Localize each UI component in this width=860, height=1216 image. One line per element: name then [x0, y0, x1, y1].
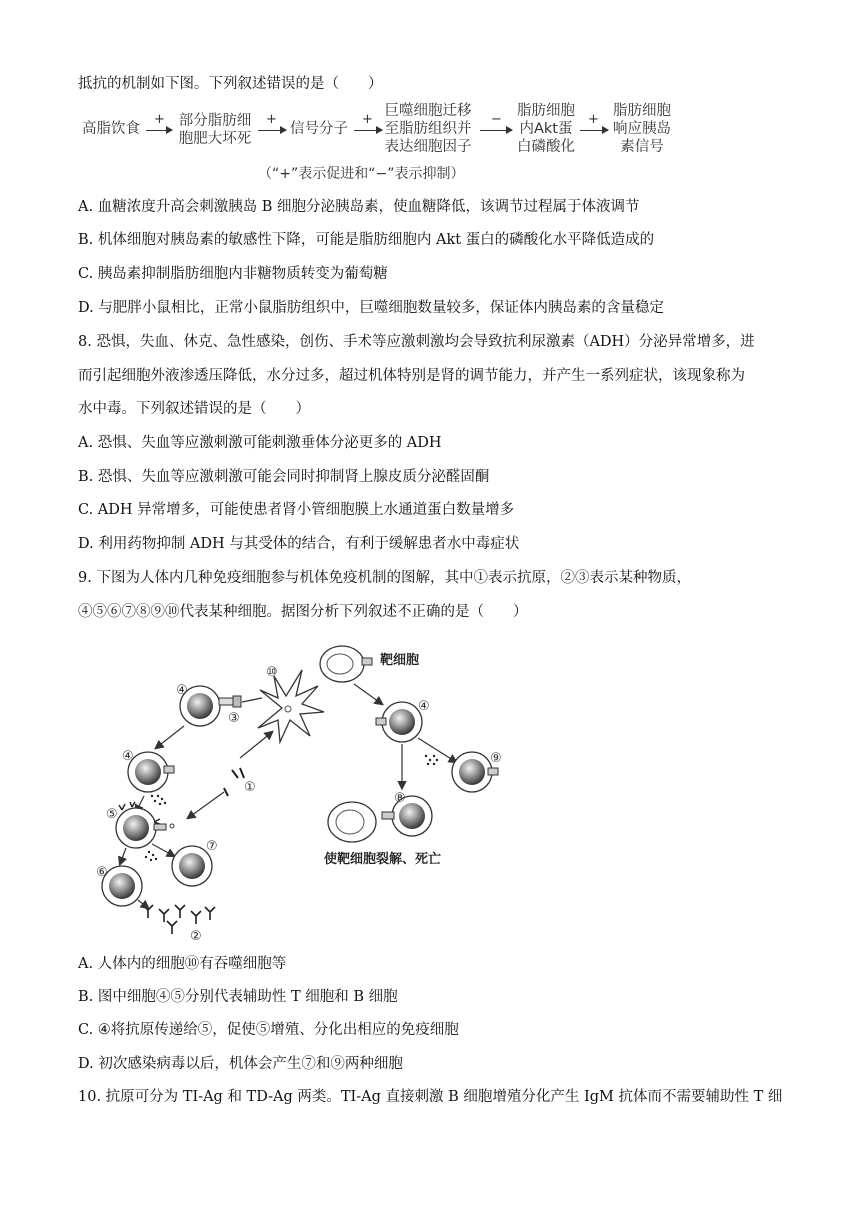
target-lysis-label: 使靶细胞裂解、死亡 [324, 852, 442, 867]
q7-option-b: B. 机体细胞对胰岛素的敏感性下降，可能是脂肪细胞内 Akt 蛋白的磷酸化水平降低造成的 [78, 232, 655, 248]
q8-option-a: A. 恐惧、失血等应激刺激可能刺激垂体分泌更多的 ADH [78, 435, 442, 451]
marker-4-right: ④ [418, 699, 430, 714]
flow-node-high-fat-diet: 高脂饮食 [82, 121, 140, 137]
question-intro: 抵抗的机制如下图。下列叙述错误的是（ ） [78, 76, 383, 92]
immune-mechanism-figure [92, 638, 512, 944]
target-cell-label: 靶细胞 [380, 653, 420, 668]
marker-4-top: ④ [176, 683, 188, 698]
marker-1: ① [244, 780, 256, 795]
flow-node-akt-phosphorylation: 脂肪细胞 内Akt蛋 白磷酸化 [517, 103, 575, 155]
flow-arrow [258, 130, 286, 131]
flow-sign: + [362, 112, 373, 127]
marker-8: ⑧ [394, 791, 406, 806]
flow-node-adipocyte-necrosis: 部分脂肪细 胞肥大坏死 [178, 113, 252, 147]
q8-stem-line-1: 8. 恐惧，失血、休克、急性感染，创伤、手术等应激刺激均会导致抗利尿激素（ADH）分泌异常增多，进 [78, 334, 755, 350]
flow-arrow [146, 130, 172, 131]
q9-option-b: B. 图中细胞④⑤分别代表辅助性 T 细胞和 B 细胞 [78, 989, 398, 1005]
q8-option-d: D. 利用药物抑制 ADH 与其受体的结合，有利于缓解患者水中毒症状 [78, 536, 520, 552]
q9-stem-line-1: 9. 下图为人体内几种免疫细胞参与机体免疫机制的图解，其中①表示抗原，②③表示某种物质， [78, 570, 691, 586]
q8-option-c: C. ADH 异常增多，可能使患者肾小管细胞膜上水通道蛋白数量增多 [78, 502, 515, 518]
cell-8 [382, 796, 432, 836]
target-cell-lysis [328, 802, 376, 842]
q7-option-d: D. 与肥胖小鼠相比，正常小鼠脂肪组织中，巨噬细胞数量较多，保证体内胰岛素的含量稳定 [78, 300, 664, 316]
marker-6: ⑥ [96, 865, 108, 880]
marker-2: ② [190, 929, 202, 944]
antigen-1 [224, 768, 244, 796]
marker-5: ⑤ [106, 807, 118, 822]
flow-sign: − [491, 112, 502, 127]
cell-4-right [376, 702, 422, 742]
cell-6 [102, 866, 142, 906]
antibodies-2 [143, 905, 215, 934]
flow-arrow [480, 130, 512, 131]
q9-stem-line-2: ④⑤⑥⑦⑧⑨⑩代表某种细胞。据图分析下列叙述不正确的是（ ） [78, 604, 528, 620]
flow-legend: （“+”表示促进和“−”表示抑制） [258, 166, 465, 182]
q7-option-c: C. 胰岛素抑制脂肪细胞内非糖物质转变为葡萄糖 [78, 266, 388, 282]
flow-arrow [580, 130, 608, 131]
marker-3: ③ [228, 711, 240, 726]
marker-7: ⑦ [206, 839, 218, 854]
q8-stem-line-3: 水中毒。下列叙述错误的是（ ） [78, 401, 310, 417]
q9-option-c: C. ④将抗原传递给⑤，促使⑤增殖、分化出相应的免疫细胞 [78, 1022, 459, 1038]
flow-node-macrophage-migration: 巨噬细胞迁移 至脂肪组织并 表达细胞因子 [384, 103, 472, 155]
cytokine-dots [151, 795, 166, 805]
flow-sign: + [266, 112, 277, 127]
flow-node-insulin-response: 脂肪细胞 响应胰岛 素信号 [613, 103, 671, 155]
q7-option-a: A. 血糖浓度升高会刺激胰岛 B 细胞分泌胰岛素，使血糖降低，该调节过程属于体液调节 [78, 199, 640, 215]
flow-sign: + [588, 112, 599, 127]
flow-sign: + [154, 112, 165, 127]
q9-option-a: A. 人体内的细胞⑩有吞噬细胞等 [78, 956, 287, 972]
cell-5 [116, 802, 174, 848]
dendritic-cell-10 [242, 670, 324, 742]
target-cell-top [320, 646, 372, 682]
marker-9: ⑨ [490, 751, 502, 766]
q8-option-b: B. 恐惧、失血等应激刺激可能会同时抑制肾上腺皮质分泌醛固酮 [78, 469, 490, 485]
q8-stem-line-2: 而引起细胞外液渗透压降低，水分过多，超过机体特别是肾的调节能力，并产生一系列症状，该现象称为 [78, 368, 745, 384]
q10-stem-line-1: 10. 抗原可分为 TI-Ag 和 TD-Ag 两类。TI-Ag 直接刺激 B 细胞增殖分化产生 IgM 抗体而不需要辅助性 T 细 [78, 1089, 783, 1105]
flow-node-signal-molecule: 信号分子 [290, 121, 348, 137]
marker-4-mid: ④ [122, 749, 134, 764]
cell-4-mid [128, 752, 174, 792]
q9-option-d: D. 初次感染病毒以后，机体会产生⑦和⑨两种细胞 [78, 1056, 403, 1072]
marker-10: ⑩ [266, 665, 278, 680]
